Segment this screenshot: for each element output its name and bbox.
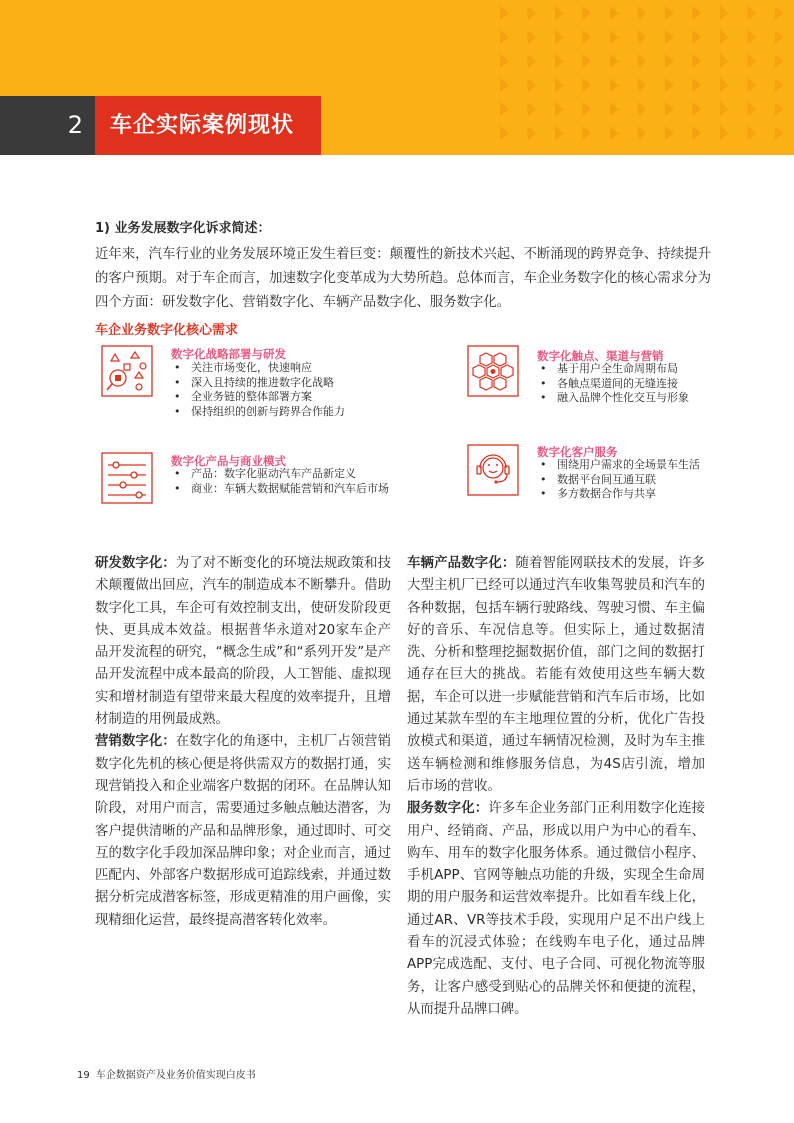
page-footer [77,1066,256,1081]
triangle-pattern-decoration [480,0,794,155]
need-block-product [101,452,431,512]
left-column [95,553,391,932]
document-title: 车企数据资产及业务价值实现白皮书 [95,1070,256,1081]
list-item: • 融入品牌个性化交互与形象 [537,391,689,406]
paragraph-lead: 车辆产品数字化： [407,556,516,571]
paragraph-lead: 营销数字化： [95,734,176,750]
need-block-list [537,458,700,502]
need-block-title: 数字化客户服务 [537,445,618,459]
list-item: • 基于用户全生命周期布局 [537,362,689,377]
list-item: • 多方数据合作与共享 [537,487,700,502]
need-block-service [467,444,757,509]
list-item: • 围绕用户需求的全场景车生活 [537,458,700,473]
list-item: • 深入且持续的推进数字化战略 [171,376,345,391]
need-block-title: 数字化战略部署与研发 [171,347,286,361]
section-title: 车企实际案例现状 [95,96,321,155]
right-column [407,553,705,1021]
paragraph-text: 随着智能网联技术的发展，许多大型主机厂已经可以通过汽车收集驾驶员和汽车的各种数据，包括车辆行驶路线、驾驶习惯、车主偏好的音乐、车况信息等。但实际上，通过数据清洗、分析和整理挖掘数据价值，部门之间的数据打通存在巨大的挑战。若能有效使用这些车辆大数据，车企可以进一步赋能营销和汽车后市场，比如通过某款车型的车主地理位置的分析，优化广告投放模式和渠道，通过车辆情况检测，及时为车主推送车辆检测和维修服务信息，为4S店引流，增加后市场的营收。 [407,556,706,794]
list-item: • 产品：数字化驱动汽车产品新定义 [171,467,389,482]
need-block-list [537,362,689,406]
paragraph-vehicle [407,553,705,798]
need-block-title: 数字化触点、渠道与营销 [537,349,664,363]
paragraph-lead: 服务数字化： [407,801,489,817]
paragraph-marketing [95,731,391,932]
list-item: • 商业：车辆大数据赋能营销和汽车后市场 [171,482,389,497]
need-block-strategy [101,345,401,425]
strategy-icon [101,345,153,397]
diagram-title: 车企业务数字化核心需求 [95,323,239,338]
page-number: 19 [77,1070,90,1081]
hexagon-network-icon [467,345,519,397]
list-item: • 保持组织的创新与跨界合作能力 [171,405,345,420]
headset-service-icon [467,444,519,496]
paragraph-text: 为了对不断变化的环境法规政策和技术颠覆做出回应，汽车的制造成本不断攀升。借助数字化工具，车企可有效控制支出，使研发阶段更快、更具成本效益。根据普华永道对20家车企产品开发流程的研究，“概念生成”和“系列开发”是产品开发流程中成本最高的阶段，人工智能、虚拟现实和增材制造有望带来最大程度的效率提升，且增材制造的用例最成熟。 [95,556,392,728]
paragraph-lead: 研发数字化： [95,556,176,571]
sliders-icon [101,452,153,504]
need-block-channels [467,345,747,425]
section-number: 2 [0,96,95,155]
paragraph-service [407,798,705,1021]
paragraph-text: 在数字化的角逐中，主机厂占领营销数字化先机的核心便是将供需双方的数据打通，实现营销投入和企业端客户数据的闭环。在品牌认知阶段，对用户而言，需要通过多触点触达潜客，为客户提供清晰的产品和品牌形象，通过即时、可交互的数字化手段加深品牌印象；对企业而言，通过匹配内、外部客户数据形成可追踪线索，并通过数据分析完成潜客标签，形成更精准的用户画像，实现精细化运营，最终提高潜客转化效率。 [95,734,392,928]
need-block-list [171,467,389,496]
list-item: • 关注市场变化，快速响应 [171,361,345,376]
list-item: • 全业务链的整体部署方案 [171,390,345,405]
need-block-title: 数字化产品与商业模式 [171,454,286,468]
need-block-list [171,361,345,419]
paragraph-text: 许多车企业务部门正利用数字化连接用户、经销商、产品，形成以用户为中心的看车、购车、用车的数字化服务体系。通过微信小程序、手机APP、官网等触点功能的升级，实现全生命周期的用户服务和运营效率提升。比如看车线上化，通过AR、VR等技术手段，实现用户足不出户线上看车的沉浸式体验；在线购车电子化，通过品牌APP完成选配、支付、电子合同、可视化物流等服务，让客户感受到贴心的品牌关怀和便捷的流程，从而提升品牌口碑。 [407,801,706,1017]
sub-heading: 1) 业务发展数字化诉求简述： [95,221,271,236]
paragraph-rd [95,553,391,731]
list-item: • 数据平台间互通互联 [537,473,700,488]
list-item: • 各触点渠道间的无缝连接 [537,377,689,392]
intro-paragraph: 近年来，汽车行业的业务发展环境正发生着巨变：颠覆性的新技术兴起、不断涌现的跨界竞争、持续提升的客户预期。对于车企而言，加速数字化变革成为大势所趋。总体而言，车企业务数字化的核心需求分为四个方面：研发数字化、营销数字化、车辆产品数字化、服务数字化。 [95,247,711,310]
